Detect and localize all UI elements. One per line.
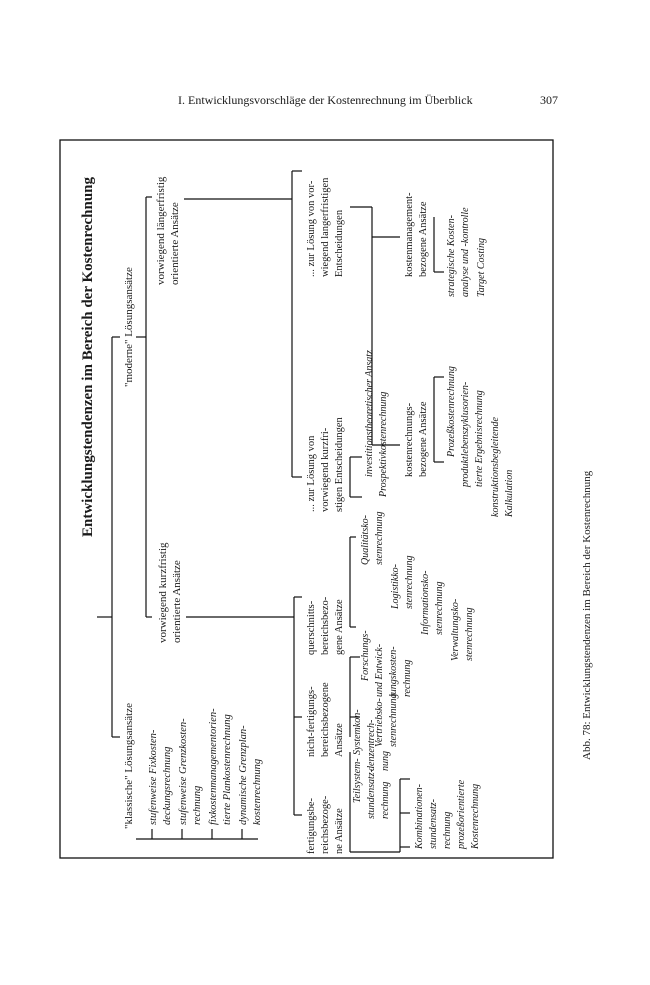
long-term-decisions-label <box>306 175 345 277</box>
cost-accounting-label-line: kostenrechnungs- <box>404 402 415 477</box>
classic-item: rechnung <box>192 785 203 825</box>
non-production-item: rechnung <box>402 659 413 697</box>
production-item: Kostenrechnung <box>470 783 481 849</box>
modern-label: "moderne" Lösungsansätze <box>123 267 135 387</box>
page-number: 307 <box>540 93 558 107</box>
non-production-item: lungskosten- <box>388 646 399 697</box>
short-term-label-line: orientierte Ansätze <box>171 560 183 643</box>
cost-management-item: Target Costing <box>476 238 487 297</box>
non-production-label-line: nicht-fertigungs- <box>306 686 317 757</box>
cross-sectional-item: stenrechnung <box>374 511 385 565</box>
cost-accounting-items <box>446 364 515 518</box>
cost-management-items <box>446 205 487 297</box>
cost-management-item: strategische Kosten- <box>446 215 457 297</box>
non-production-label-line: Ansätze <box>334 723 345 757</box>
long-term-decisions-label-line: Entscheidungen <box>334 209 345 277</box>
production-items <box>352 707 481 850</box>
cross-sectional-item: Informationsko- <box>420 570 431 635</box>
classic-label: "klassische" Lösungsansätze <box>123 703 135 829</box>
non-production-item: Forschungs- <box>360 630 371 681</box>
cost-accounting-item: tierte Ergebnisrechnung <box>474 390 485 487</box>
cost-accounting-item: konstruktionsbegleitende <box>490 417 501 517</box>
cost-accounting-item: produktlebenszyklusorien- <box>460 381 471 487</box>
short-term-decisions-label-line: vorwiegend kurzfri- <box>320 427 331 512</box>
cost-accounting-label <box>404 400 429 477</box>
diagram-title: Entwicklungstendenzen im Bereich der Kostenrechnung <box>80 176 96 537</box>
cross-sectional-item: Qualitätsko- <box>360 515 371 565</box>
cross-sectional-item: stenrechnung <box>404 555 415 609</box>
classic-item: stufenweise Grenzkosten- <box>178 718 189 825</box>
short-term-decisions-item: Prospektivkostenrechnung <box>378 391 389 497</box>
classic-item: kostenrechnung <box>252 758 263 825</box>
production-item: prozeßorientierte <box>456 779 467 849</box>
long-term-label-line: orientierte Ansätze <box>169 202 181 285</box>
cross-sectional-label <box>306 594 345 655</box>
cost-accounting-label-line: bezogene Ansätze <box>418 401 429 477</box>
cost-accounting-item: Prozeßkostenrechnung <box>446 366 457 457</box>
classic-items <box>148 706 263 825</box>
short-term-decisions-items <box>364 348 389 498</box>
cross-sectional-items <box>360 509 475 661</box>
production-item: Teilsystem- <box>352 758 363 803</box>
short-term-decisions-label-line: stigen Entscheidungen <box>334 417 345 512</box>
production-item: rechnung <box>442 811 453 849</box>
classic-item: dynamische Grenzplan- <box>238 725 249 825</box>
production-item: stundensatz- <box>366 769 377 819</box>
classic-item: stufenweise Fixkosten- <box>148 729 159 825</box>
production-item: nung <box>380 751 391 771</box>
production-item: stundensatz- <box>428 799 439 849</box>
rotated-diagram <box>80 171 515 854</box>
non-production-label-line: bereichsbezogene <box>320 682 331 757</box>
production-label-line: fertigungsbe- <box>306 798 317 854</box>
production-item: Kombinationen- <box>414 784 425 849</box>
production-item: denzentrech- <box>366 719 377 771</box>
long-term-decisions-label-line: ... zur Lösung von vor- <box>306 180 317 277</box>
production-label <box>306 793 345 854</box>
production-item: rechnung <box>380 781 391 819</box>
classic-item: fixkostenmanagementorien- <box>208 708 219 825</box>
cost-management-item: analyse und -kontrolle <box>460 207 471 297</box>
cross-sectional-item: Logistikko- <box>390 564 401 609</box>
non-production-label <box>306 680 345 757</box>
cross-sectional-label-line: querschnitts- <box>306 600 317 655</box>
cost-management-label-line: kostenmanagement- <box>404 192 415 277</box>
cross-sectional-item: stenrechnung <box>464 607 475 661</box>
production-label-line: ne Ansätze <box>334 808 345 854</box>
short-term-decisions-item: investitionstheoretischer Ansatz <box>364 350 375 477</box>
cost-management-label <box>404 190 429 277</box>
non-production-item: und Entwick- <box>374 643 385 697</box>
classic-item: deckungsrechnung <box>162 746 173 825</box>
long-term-decisions-label-line: wiegend langerfristigen <box>320 177 331 277</box>
cost-management-label-line: bezogene Ansätze <box>418 201 429 277</box>
production-label-line: reichsbezoge- <box>320 795 331 854</box>
long-term-label-line: vorwiegend längerfristig <box>155 176 167 285</box>
cross-sectional-label-line: bereichsbezo- <box>320 596 331 655</box>
chapter-title: I. Entwicklungsvorschläge der Kostenrechnung im Überblick <box>178 93 473 107</box>
non-production-item: stenrechnung <box>388 693 399 747</box>
cost-accounting-item: Kalkulation <box>504 469 515 517</box>
long-term-label <box>155 174 181 285</box>
cross-sectional-item: stenrechnung <box>434 581 445 635</box>
short-term-label <box>157 540 183 643</box>
production-item: Systemkon- <box>352 709 363 755</box>
short-term-decisions-label-line: ... zur Lösung von <box>306 435 317 512</box>
figure-caption: Abb. 78: Entwicklungstendenzen im Bereich der Kostenrechnung <box>581 470 593 760</box>
non-production-item: Vertriebsko- <box>374 698 385 747</box>
cross-sectional-label-line: gene Ansätze <box>334 599 345 655</box>
short-term-decisions-label <box>306 416 345 512</box>
short-term-label-line: vorwiegend kurzfristig <box>157 542 169 643</box>
classic-item: tierte Plankostenrechnung <box>222 714 233 825</box>
cross-sectional-item: Verwaltungsko- <box>450 598 461 661</box>
